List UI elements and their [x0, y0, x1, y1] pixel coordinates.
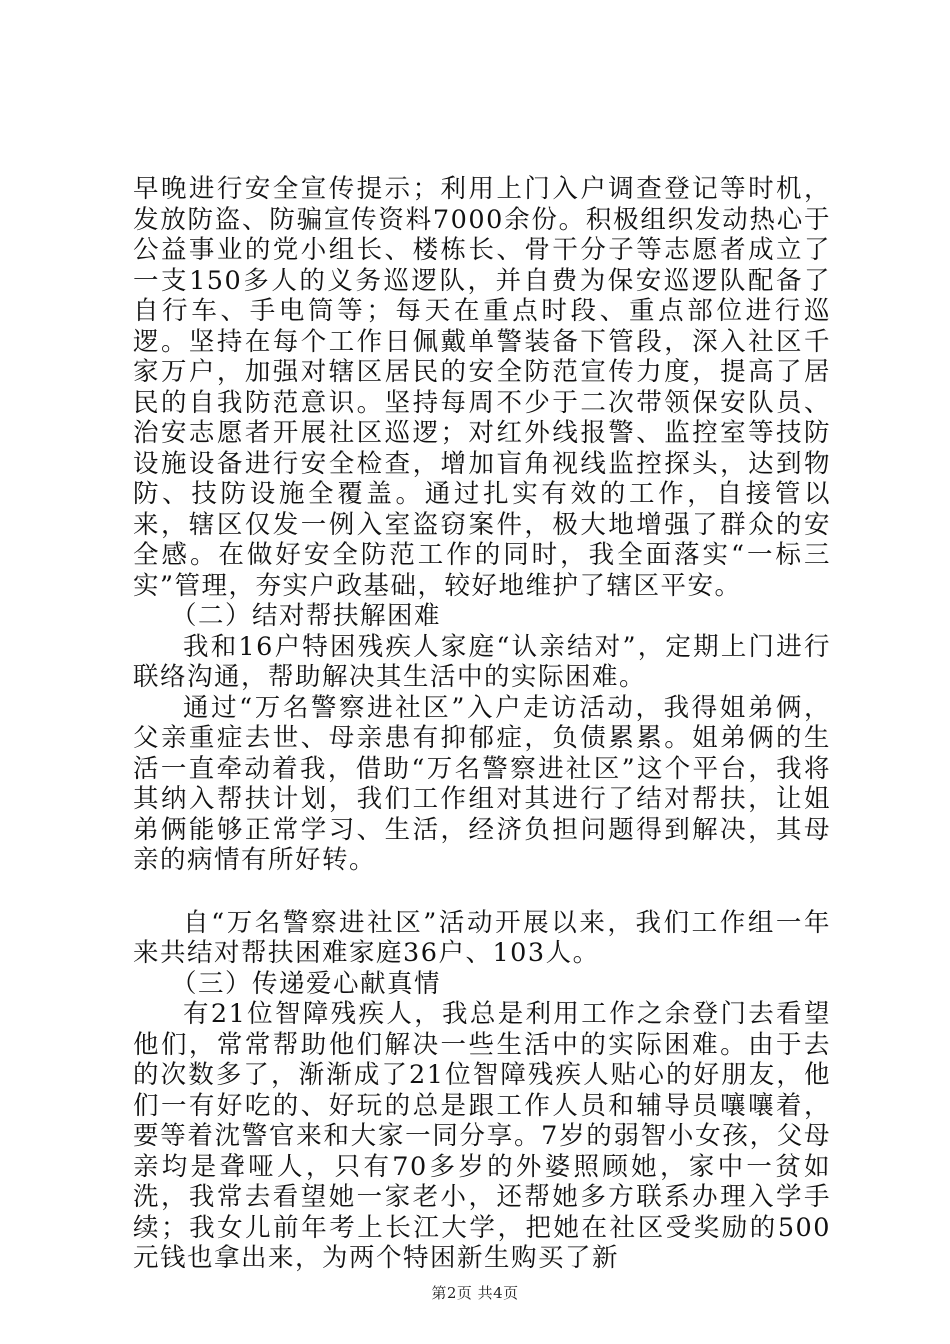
- section-heading-3: （三）传递爱心献真情: [171, 968, 442, 999]
- paragraph-disabled-friends: 有21位智障残疾人，我总是利用工作之余登门去看望他们，常常帮助他们解决一些生活中的实际困难。由于去的次数多了，渐渐成了21位智障残疾人贴心的好朋友，他们一有好吃的、好玩的总是跟工作人员和辅导员嚷嚷着，要等着沈警官来和大家一同分享。7岁的弱智小女孩，父母亲均是聋哑人，只有70多岁的外婆照顾她，家中一贫如洗，我常去看望她一家老小，还帮她多方联系办理入学手续；我女儿前年考上长江大学，把她在社区受奖励的500元钱也拿出来，为两个特困新生购买了新: [133, 999, 831, 1273]
- paragraph-siblings-story: 通过“万名警察进社区”入户走访活动，我得姐弟俩，父亲重症去世、母亲患有抑郁症，负债累累。姐弟俩的生活一直牵动着我，借助“万名警察进社区”这个平台，我将其纳入帮扶计划，我们工作组对其进行了结对帮扶，让姐弟俩能够正常学习、生活，经济负担问题得到解决，其母亲的病情有所好转。: [133, 692, 831, 875]
- page-footer: 第2页 共4页: [431, 1284, 519, 1302]
- paragraph-pairing-families: 我和16户特困残疾人家庭“认亲结对”，定期上门进行联络沟通，帮助解决其生活中的实际困难。: [133, 631, 831, 692]
- document-body: [133, 174, 831, 1274]
- paragraph-security-work: 早晚进行安全宣传提示；利用上门入户调查登记等时机，发放防盗、防骗宣传资料7000余份。积极组织发动热心于公益事业的党小组长、楼栋长、骨干分子等志愿者成立了一支150多人的义务巡逻队，并自费为保安巡逻队配备了自行车、手电筒等；每天在重点时段、重点部位进行巡逻。坚持在每个工作日佩戴单警装备下管段，深入社区千家万户，加强对辖区居民的安全防范宣传力度，提高了居民的自我防范意识。坚持每周不少于二次带领保安队员、治安志愿者开展社区巡逻；对红外线报警、监控室等技防设施设备进行安全检查，增加盲角视线监控探头，达到物防、技防设施全覆盖。通过扎实有效的工作，自接管以来，辖区仅发一例入室盗窃案件，极大地增强了群众的安全感。在做好安全防范工作的同时，我全面落实“一标三实”管理，夯实户政基础，较好地维护了辖区平安。: [133, 174, 831, 601]
- section-heading-2: （二）结对帮扶解困难: [171, 601, 442, 631]
- paragraph-assistance-summary: 自“万名警察进社区”活动开展以来，我们工作组一年来共结对帮扶困难家庭36户、103人。: [133, 907, 831, 968]
